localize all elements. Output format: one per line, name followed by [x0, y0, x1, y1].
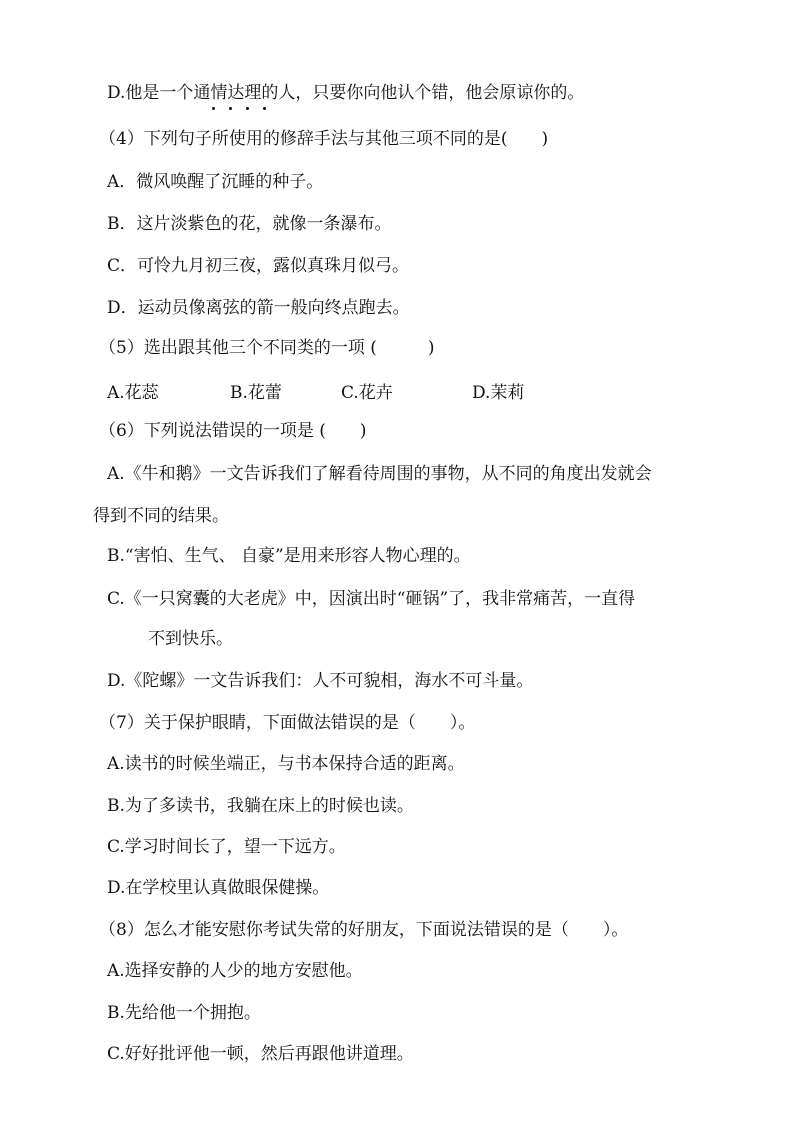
q8-option-b: B.先给他一个拥抱。	[107, 1003, 261, 1023]
q4-option-d: D．运动员像离弦的箭一般向终点跑去。	[107, 298, 410, 318]
q4-stem: （4）下列句子所使用的修辞手法与其他三项不同的是( )	[99, 129, 549, 149]
q4-option-c: C．可怜九月初三夜，露似真珠月似弓。	[107, 256, 410, 276]
q6-option-a-cont: 得到不同的结果。	[93, 506, 229, 526]
q7-option-c: C.学习时间长了，望一下远方。	[107, 837, 346, 857]
q7-stem: （7）关于保护眼睛，下面做法错误的是（ ）。	[99, 713, 476, 733]
q8-option-c: C.好好批评他一顿，然后再跟他讲道理。	[107, 1044, 414, 1064]
q5-option-b: B.花蕾	[230, 383, 282, 403]
q7-option-d: D.在学校里认真做眼保健操。	[107, 878, 330, 898]
q8-option-a: A.选择安静的人少的地方安慰他。	[107, 961, 363, 981]
q5-option-a: A.花蕊	[107, 383, 159, 403]
q6-option-b: B.“害怕、生气、 自豪”是用来形容人物心理的。	[107, 546, 471, 566]
q6-option-c-cont: 不到快乐。	[148, 629, 233, 649]
emphasis-dot	[229, 107, 232, 110]
emphasis-dot	[263, 107, 266, 110]
emphasis-dot	[246, 107, 249, 110]
q6-stem: （6）下列说法错误的一项是 ( )	[99, 421, 367, 441]
q6-option-a: A.《牛和鹅》一文告诉我们了解看待周围的事物，从不同的角度出发就会	[107, 464, 652, 484]
q5-option-c: C.花卉	[341, 383, 393, 403]
q5-option-d: D.茉莉	[472, 383, 525, 403]
q5-stem: （5）选出跟其他三个不同类的一项 ( )	[99, 338, 435, 358]
q6-option-c: C.《一只窝囊的大老虎》中，因演出时“砸锅”了，我非常痛苦，一直得	[107, 589, 636, 609]
q4-option-b: B．这片淡紫色的花，就像一条瀑布。	[107, 214, 392, 234]
emphasis-dot	[212, 107, 215, 110]
q6-option-d: D.《陀螺》一文告诉我们：人不可貌相，海水不可斗量。	[107, 671, 534, 691]
q7-option-b: B.为了多读书，我躺在床上的时候也读。	[107, 796, 414, 816]
q7-option-a: A.读书的时候坐端正，与书本保持合适的距离。	[107, 754, 465, 774]
q5-options	[107, 378, 707, 403]
q8-stem: （8）怎么才能安慰你考试失常的好朋友，下面说法错误的是（ ）。	[99, 920, 629, 940]
q4-option-a: A．微风唤醒了沉睡的种子。	[107, 172, 324, 192]
q3-option-d: D.他是一个通情达理的人，只要你向他认个错，他会原谅你的。	[107, 83, 585, 103]
